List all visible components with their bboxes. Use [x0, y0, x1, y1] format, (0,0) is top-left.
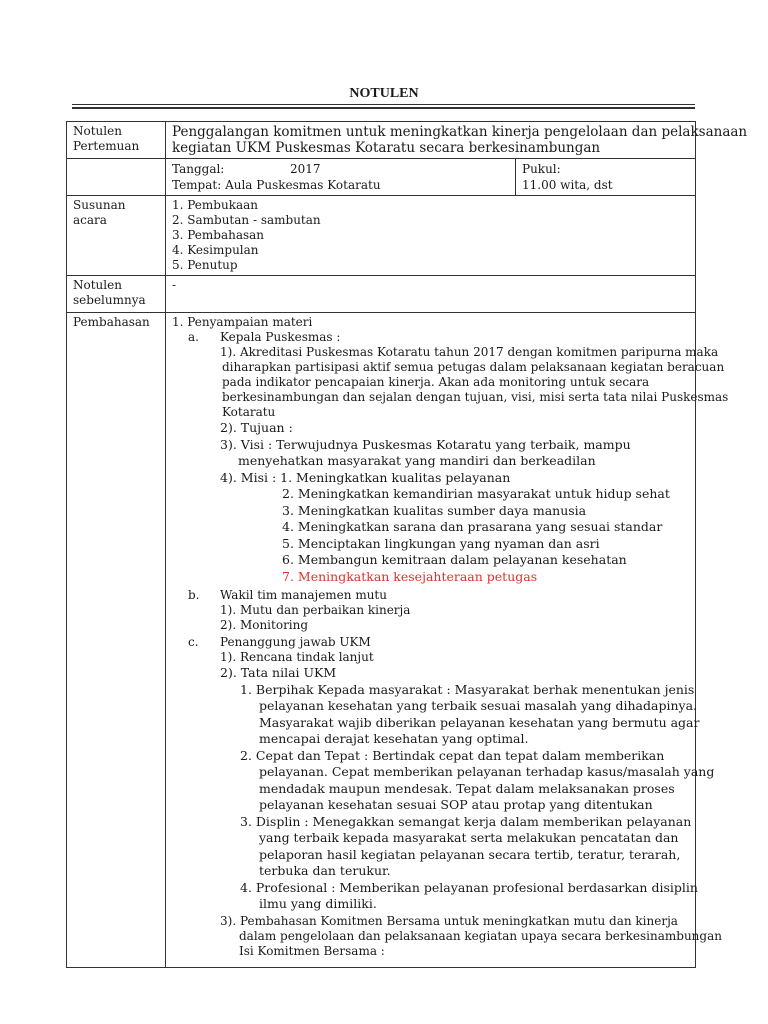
- pukul-value: 11.00 wita, dst: [522, 178, 613, 192]
- text-line: pelayanan kesehatan yang terbaik sesuai masalah yang dihadapinya.: [259, 698, 697, 713]
- discussion-content: [166, 313, 729, 968]
- pukul-label: Pukul:: [522, 162, 561, 176]
- text-line: pelaporan hasil kegiatan pelayanan secara tertib, teratur, terarah,: [259, 846, 681, 862]
- misi-item-highlighted: 7. Meningkatkan kesejahteraan petugas: [282, 568, 538, 584]
- tanggal-label: Tanggal:: [172, 162, 225, 176]
- empty-label-cell: [67, 159, 166, 196]
- text-line: menyehatkan masyarakat yang mandiri dan berkeadilan: [238, 453, 596, 468]
- text-line: 4). Misi : 1. Meningkatkan kualitas pelayanan: [220, 469, 511, 485]
- row-pembahasan: [67, 313, 696, 968]
- date-place-cell: [166, 159, 516, 196]
- tata-nilai-2: [172, 747, 715, 814]
- tempat-text: Tempat: Aula Puskesmas Kotaratu: [172, 178, 381, 192]
- text-line: 3). Pembahasan Komitmen Bersama untuk meningkatkan mutu dan kinerja: [220, 913, 678, 928]
- section-a-title: [172, 330, 691, 345]
- text-line: yang terbaik kepada masyarakat serta melakukan pencatatan dan: [259, 830, 679, 845]
- section-a-marker: a.: [188, 330, 199, 344]
- section-b-item: 2). Monitoring: [220, 618, 309, 632]
- text-line: pelayanan kesehatan sesuai SOP atau protap yang ditentukan: [259, 797, 653, 812]
- text-line: dalam pengelolaan dan pelaksanaan kegiatan upaya secara berkesinambungan: [239, 928, 722, 943]
- point-komitmen-bersama: [172, 913, 722, 959]
- tata-nilai-4: [172, 879, 698, 913]
- misi-item: 3. Meningkatkan kualitas sumber daya manusia: [282, 502, 587, 518]
- point-akreditasi: [172, 345, 729, 420]
- text-line: 4. Profesional : Memberikan pelayanan profesional berdasarkan disiplin: [240, 879, 698, 895]
- text-line: pelayanan. Cepat memberikan pelayanan terhadap kasus/masalah yang: [259, 764, 715, 779]
- text-line: berkesinambungan dan sejalan dengan tujuan, visi, misi serta tata nilai Puskesmas: [222, 390, 729, 404]
- row-agenda: [67, 196, 696, 276]
- previous-minutes-value: -: [166, 276, 696, 313]
- row-notulen-pertemuan: [67, 122, 696, 159]
- text-line: terbuka dan terukur.: [259, 863, 391, 878]
- row-previous-minutes: [67, 276, 696, 313]
- document-title: NOTULEN: [349, 86, 419, 101]
- section-c-marker: c.: [188, 635, 199, 649]
- text-line: 1. Berpihak Kepada masyarakat : Masyarakat berhak menentukan jenis: [240, 681, 695, 697]
- label-notulen-sebelumnya: Notulen sebelumnya: [67, 276, 166, 313]
- text-line: Masyarakat wajib diberikan pelayanan kesehatan yang bermutu agar: [259, 714, 700, 730]
- text-line: mencapai derajat kesehatan yang optimal.: [259, 731, 529, 746]
- section-c-item: 1). Rencana tindak lanjut: [220, 650, 374, 664]
- text-line: 1). Akreditasi Puskesmas Kotaratu tahun 2017 dengan komitmen paripurna maka: [220, 345, 719, 359]
- text-line: 2. Cepat dan Tepat : Bertindak cepat dan tepat dalam memberikan: [240, 747, 665, 763]
- misi-item: 5. Menciptakan lingkungan yang nyaman dan asri: [282, 535, 600, 551]
- text-line: pada indikator pencapaian kinerja. Akan ada monitoring untuk secara: [222, 375, 650, 389]
- point-misi: [172, 470, 691, 586]
- misi-item: 2. Meningkatkan kemandirian masyarakat untuk hidup sehat: [282, 486, 670, 501]
- section-c-heading: Penanggung jawab UKM: [220, 635, 371, 649]
- minutes-table: [66, 121, 748, 968]
- tata-nilai-3: [172, 814, 691, 880]
- section-b-marker: b.: [188, 588, 200, 602]
- label-pembahasan: Pembahasan: [67, 313, 166, 968]
- text-line: 3. Displin : Menegakkan semangat kerja dalam memberikan pelayanan: [240, 813, 692, 829]
- section-a-heading: Kepala Puskesmas :: [220, 330, 341, 344]
- label-susunan-acara: Susunan acara: [67, 196, 166, 276]
- misi-item: 4. Meningkatkan sarana dan prasarana yang sesuai standar: [282, 519, 663, 534]
- text-line: 3). Visi : Terwujudnya Puskesmas Kotaratu yang terbaik, mampu: [220, 436, 631, 452]
- point-visi: [172, 437, 691, 470]
- discussion-heading: 1. Penyampaian materi: [172, 315, 313, 329]
- text-line: diharapkan partisipasi aktif semua petugas dalam pelaksanaan kegiatan beracuan: [222, 360, 725, 374]
- label-notulen-pertemuan: Notulen Pertemuan: [67, 122, 166, 159]
- agenda-item: 2. Sambutan - sambutan: [172, 213, 321, 227]
- agenda-item: 1. Pembukaan: [172, 198, 258, 212]
- topic-line: kegiatan UKM Puskesmas Kotaratu secara berkesinambungan: [172, 140, 601, 156]
- section-b-item: 1). Mutu dan perbaikan kinerja: [220, 603, 411, 617]
- section-b-title: [172, 588, 691, 603]
- tata-nilai-1: [172, 681, 700, 748]
- point-tujuan: 2). Tujuan :: [220, 420, 293, 435]
- section-b-heading: Wakil tim manajemen mutu: [220, 588, 387, 602]
- text-line: mendadak maupun mendesak. Tepat dalam melaksanakan proses: [259, 780, 675, 796]
- meeting-topic: [166, 122, 748, 159]
- agenda-item: 4. Kesimpulan: [172, 243, 259, 257]
- text-line: Isi Komitmen Bersama :: [239, 943, 385, 958]
- section-c-item: 2). Tata nilai UKM: [220, 665, 337, 680]
- title-divider-thick: [72, 107, 695, 109]
- title-divider: [72, 104, 695, 105]
- section-c-title: [172, 635, 691, 650]
- agenda-item: 3. Pembahasan: [172, 228, 265, 242]
- agenda-list: [166, 196, 696, 276]
- tanggal-value: 2017: [290, 162, 321, 176]
- row-date-place: [67, 159, 696, 196]
- time-cell: [516, 159, 696, 196]
- agenda-item: 5. Penutup: [172, 258, 238, 272]
- misi-item: 6. Membangun kemitraan dalam pelayanan kesehatan: [282, 552, 627, 567]
- text-line: Kotaratu: [222, 405, 276, 419]
- topic-line: Penggalangan komitmen untuk meningkatkan kinerja pengelolaan dan pelaksanaan: [172, 124, 748, 140]
- text-line: ilmu yang dimiliki.: [259, 896, 377, 911]
